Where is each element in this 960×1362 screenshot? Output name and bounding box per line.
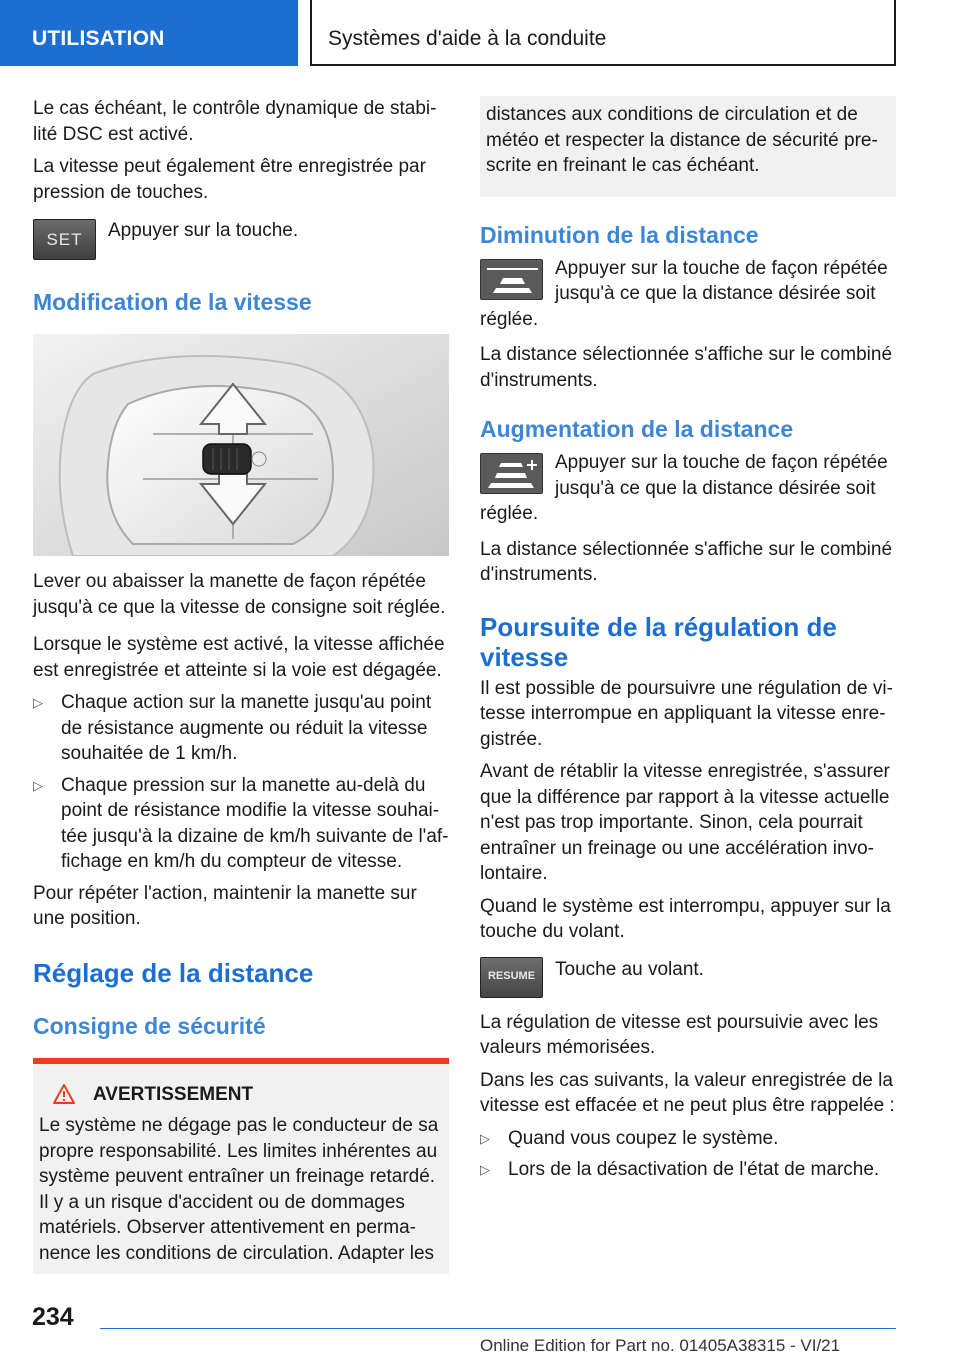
paragraph: Le cas échéant, le contrôle dynamique de stabi-lité DSC est activé. bbox=[33, 98, 437, 145]
set-key-row bbox=[33, 219, 449, 260]
edition-note: Online Edition for Part no. 01405A38315 - VI/21 bbox=[480, 1336, 841, 1355]
bullet-triangle-icon: ▷ bbox=[33, 695, 43, 710]
set-key-text: Appuyer sur la touche. bbox=[108, 220, 299, 241]
warning-header bbox=[53, 1082, 441, 1108]
set-key-label: SET bbox=[46, 229, 83, 249]
distance-decrease-icon bbox=[480, 259, 543, 300]
paragraph: Quand le système est interrompu, appuyer sur la touche du volant. bbox=[480, 895, 891, 942]
paragraph: La distance sélectionnée s'affiche sur le combiné d'instruments. bbox=[480, 538, 893, 585]
heading-consigne: Consigne de sécurité bbox=[33, 1012, 266, 1039]
chapter-title: Systèmes d'aide à la conduite bbox=[328, 27, 607, 50]
list-item bbox=[480, 1126, 896, 1152]
page-number: 234 bbox=[32, 1303, 74, 1331]
paragraph: Lorsque le système est activé, la vitesse affichée est enregistrée et atteinte si la voie est dégagée. bbox=[33, 634, 445, 681]
warning-title: AVERTISSEMENT bbox=[93, 1083, 254, 1105]
paragraph: Pour répéter l'action, maintenir la manette sur une position. bbox=[33, 882, 417, 929]
heading-reglage: Réglage de la distance bbox=[33, 957, 314, 988]
dim-key-text: Appuyer sur la touche de façon répétée jusqu'à ce que la distance désirée soit réglée. bbox=[480, 257, 888, 330]
paragraph: La régulation de vitesse est poursuivie avec les valeurs mémorisées. bbox=[480, 1011, 879, 1058]
section-tab bbox=[0, 0, 298, 66]
left-column bbox=[33, 96, 449, 1274]
bullet-list bbox=[480, 1126, 896, 1183]
warning-continuation bbox=[480, 96, 896, 197]
resume-key-icon bbox=[480, 957, 543, 998]
resume-key-row bbox=[480, 957, 896, 998]
paragraph: La distance sélectionnée s'affiche sur le combiné d'instruments. bbox=[480, 344, 893, 391]
dim-key-block bbox=[480, 256, 896, 333]
paragraph: Lever ou abaisser la manette de façon répétée jusqu'à ce que la vitesse de consigne soit réglée. bbox=[33, 571, 446, 618]
bullet-triangle-icon: ▷ bbox=[480, 1130, 490, 1146]
bullet-triangle-icon: ▷ bbox=[33, 777, 43, 793]
paragraph: Il est possible de poursuivre une régulation de vi-tesse interrompue en appliquant la vitesse enre-gistrée. bbox=[480, 677, 893, 750]
warning-text: Le système ne dégage pas le conducteur de sa propre responsabilité. Les limites inhérentes au système peuvent entraîner un freinage retardé. Il y a un risque d'accident ou de dommages matériels. Observer attentivement en perma-nence les conditions de circulation. Adapter les bbox=[39, 1115, 439, 1264]
warning-box bbox=[33, 1058, 449, 1275]
set-key-icon bbox=[33, 219, 96, 260]
distance-increase-icon bbox=[480, 453, 543, 494]
steering-wheel-illustration bbox=[33, 334, 449, 556]
list-item-text: Quand vous coupez le système. bbox=[508, 1127, 779, 1149]
heading-diminution: Diminution de la distance bbox=[480, 221, 759, 248]
list-item bbox=[33, 690, 449, 767]
bullet-triangle-icon: ▷ bbox=[480, 1162, 490, 1177]
aug-key-block bbox=[480, 450, 896, 527]
list-item-text: Chaque action sur la manette jusqu'au point de résistance augmente ou réduit la vitesse souhaitée de 1 km/h. bbox=[61, 692, 432, 764]
resume-key-text: Touche au volant. bbox=[555, 958, 704, 980]
footer-divider bbox=[100, 1328, 896, 1329]
right-column bbox=[480, 98, 896, 1189]
list-item-text: Lors de la désactivation de l'état de marche. bbox=[508, 1159, 880, 1180]
list-item bbox=[480, 1157, 896, 1183]
warning-continuation-text: distances aux conditions de circulation et de météo et respecter la distance de sécurité pre-scrite en freinant le cas échéant. bbox=[486, 104, 878, 176]
bullet-list bbox=[33, 690, 449, 875]
resume-key-label: RESUME bbox=[487, 970, 536, 983]
heading-poursuite: Poursuite de la régulation de vitesse bbox=[480, 611, 837, 672]
heading-modification: Modification de la vitesse bbox=[33, 289, 312, 315]
distance-decrease-glyph bbox=[481, 260, 544, 301]
steering-wheel-controls-photo bbox=[33, 334, 449, 556]
paragraph: Dans les cas suivants, la valeur enregistrée de la vitesse est effacée et ne peut plus être rappelée : bbox=[480, 1069, 895, 1116]
list-item bbox=[33, 773, 449, 875]
heading-augmentation: Augmentation de la distance bbox=[480, 416, 794, 442]
chapter-tab bbox=[310, 0, 896, 66]
list-item-text: Chaque pression sur la manette au-delà du point de résistance modifie la vitesse souhai-tée jusqu'à la dizaine de km/h suivante de l'af-fichage en km/h du compteur de vitesse. bbox=[61, 774, 449, 872]
paragraph: Avant de rétablir la vitesse enregistrée, s'assurer que la différence par rapport à la vitesse actuelle n'est pas trop importante. Sinon, cela pourrait entraîner un freinage ou une accélération invo-lontaire. bbox=[480, 761, 890, 884]
aug-key-text: Appuyer sur la touche de façon répétée jusqu'à ce que la distance désirée soit réglée. bbox=[480, 452, 888, 524]
warning-triangle-icon bbox=[53, 1084, 75, 1104]
paragraph: La vitesse peut également être enregistrée par pression de touches. bbox=[33, 156, 426, 203]
section-title: UTILISATION bbox=[32, 27, 165, 50]
distance-increase-glyph bbox=[481, 454, 544, 495]
